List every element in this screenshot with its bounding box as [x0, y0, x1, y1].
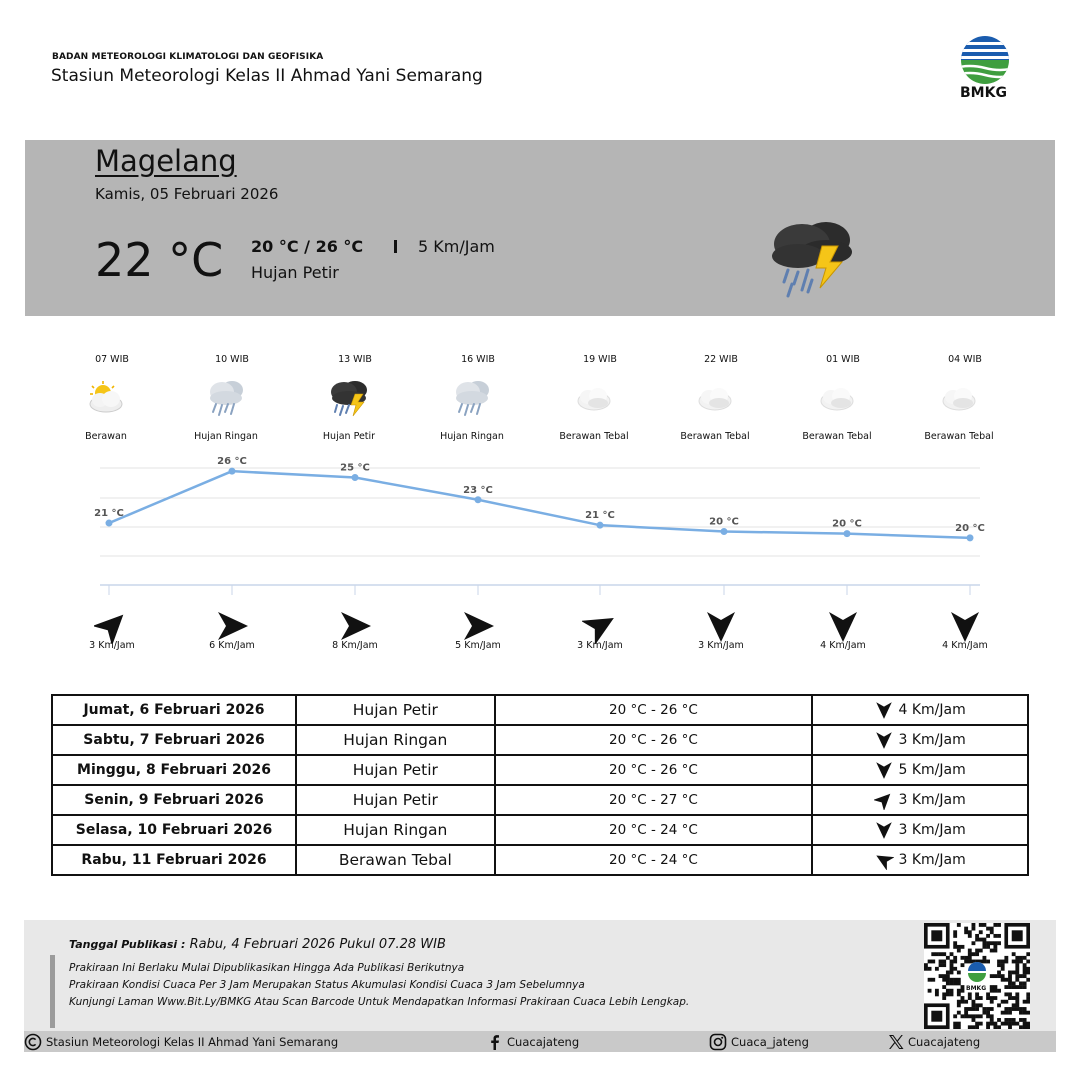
hour-label: 19 WIB [583, 354, 617, 365]
forecast-temperature: 20 °C - 26 °C [495, 725, 813, 755]
facebook-handle[interactable]: Cuacajateng [507, 1035, 580, 1049]
wind-direction-icon [874, 760, 894, 780]
wind-direction-icon [874, 730, 894, 750]
hour-wind-speed: 5 Km/Jam [455, 640, 501, 651]
hour-wind-speed: 3 Km/Jam [698, 640, 744, 651]
temperature-chart [0, 450, 1080, 600]
hour-condition: Berawan Tebal [802, 431, 872, 442]
forecast-temperature: 20 °C - 24 °C [495, 815, 813, 845]
forecast-day: Senin, 9 Februari 2026 [52, 785, 296, 815]
temperature-point [475, 496, 482, 503]
forecast-wind [812, 785, 1028, 815]
forecast-condition: Hujan Petir [296, 755, 495, 785]
temperature-label: 23 °C [463, 484, 493, 496]
forecast-wind-speed: 3 Km/Jam [898, 792, 966, 808]
hour-label: 01 WIB [826, 354, 860, 365]
daily-forecast-table [51, 694, 1029, 876]
temperature-label: 20 °C [955, 522, 985, 534]
temperature-point [597, 522, 604, 529]
facebook-icon[interactable] [486, 1033, 504, 1051]
overcast-icon [815, 378, 859, 418]
partly-cloudy-icon [84, 378, 128, 418]
temperature-point [844, 530, 851, 537]
current-condition: Hujan Petir [251, 263, 339, 282]
agency-name: BADAN METEOROLOGI KLIMATOLOGI DAN GEOFISIKA [52, 52, 324, 62]
divider [394, 240, 397, 253]
wind-direction-icon [874, 700, 894, 720]
wind-direction-icon [582, 608, 618, 644]
wind-direction-icon [874, 820, 894, 840]
forecast-wind-speed: 3 Km/Jam [898, 822, 966, 838]
temperature-label: 21 °C [585, 510, 615, 522]
forecast-condition: Berawan Tebal [296, 845, 495, 875]
forecast-row [52, 725, 1028, 755]
forecast-day: Minggu, 8 Februari 2026 [52, 755, 296, 785]
temperature-label: 20 °C [709, 516, 739, 528]
hour-wind-speed: 8 Km/Jam [332, 640, 378, 651]
footer-note: Prakiraan Kondisi Cuaca Per 3 Jam Merupakan Status Akumulasi Kondisi Cuaca 3 Jam Sebelumnya [69, 979, 585, 991]
qr-code[interactable] [924, 923, 1030, 1029]
forecast-wind [812, 815, 1028, 845]
instagram-handle[interactable]: Cuaca_jateng [731, 1035, 809, 1049]
current-date: Kamis, 05 Februari 2026 [95, 185, 279, 203]
overcast-icon [693, 378, 737, 418]
hour-condition: Hujan Petir [322, 431, 376, 442]
forecast-condition: Hujan Ringan [296, 725, 495, 755]
forecast-wind-speed: 3 Km/Jam [898, 852, 966, 868]
copyright-text: Stasiun Meteorologi Kelas II Ahmad Yani Semarang [46, 1035, 339, 1049]
hour-wind-speed: 3 Km/Jam [89, 640, 135, 651]
hour-condition: Hujan Ringan [440, 431, 504, 442]
forecast-wind [812, 755, 1028, 785]
hour-condition: Berawan Tebal [924, 431, 994, 442]
current-wind: 5 Km/Jam [418, 237, 495, 256]
hour-label: 07 WIB [95, 354, 129, 365]
temperature-point [229, 468, 236, 475]
forecast-temperature: 20 °C - 26 °C [495, 695, 813, 725]
temperature-point [967, 534, 974, 541]
instagram-icon[interactable] [709, 1033, 727, 1051]
forecast-row [52, 845, 1028, 875]
forecast-temperature: 20 °C - 26 °C [495, 755, 813, 785]
temperature-point [352, 474, 359, 481]
forecast-condition: Hujan Ringan [296, 815, 495, 845]
thunderstorm-icon [768, 218, 858, 302]
hour-label: 22 WIB [704, 354, 738, 365]
hour-wind-speed: 3 Km/Jam [577, 640, 623, 651]
hour-label: 16 WIB [461, 354, 495, 365]
forecast-wind-speed: 3 Km/Jam [898, 732, 966, 748]
forecast-row [52, 815, 1028, 845]
footer-note: Prakiraan Ini Berlaku Mulai Dipublikasikan Hingga Ada Publikasi Berikutnya [69, 962, 465, 974]
hour-label: 13 WIB [338, 354, 372, 365]
wind-direction-icon [874, 850, 894, 870]
wind-direction-icon [337, 608, 373, 644]
wind-direction-icon [947, 608, 983, 644]
temperature-range: 20 °C / 26 °C [251, 237, 364, 256]
hour-label: 10 WIB [215, 354, 249, 365]
wind-direction-icon [460, 608, 496, 644]
forecast-wind-speed: 5 Km/Jam [898, 762, 966, 778]
temperature-label: 21 °C [94, 508, 124, 520]
qr-logo-text: BMKG [966, 985, 987, 992]
overcast-icon [572, 378, 616, 418]
temperature-label: 26 °C [217, 456, 247, 468]
light-rain-icon [450, 378, 494, 418]
wind-direction-icon [94, 608, 130, 644]
forecast-wind [812, 725, 1028, 755]
hour-condition: Hujan Ringan [194, 431, 258, 442]
hour-condition: Berawan [85, 431, 127, 442]
hour-label: 04 WIB [948, 354, 982, 365]
current-temperature: 22 °C [95, 233, 224, 287]
temperature-label: 20 °C [832, 518, 862, 530]
light-rain-icon [204, 378, 248, 418]
forecast-day: Rabu, 11 Februari 2026 [52, 845, 296, 875]
city-name: Magelang [95, 144, 237, 178]
wind-direction-icon [874, 790, 894, 810]
forecast-temperature: 20 °C - 24 °C [495, 845, 813, 875]
forecast-wind-speed: 4 Km/Jam [898, 702, 966, 718]
temperature-label: 25 °C [340, 462, 370, 474]
forecast-row [52, 755, 1028, 785]
forecast-row [52, 785, 1028, 815]
forecast-row [52, 695, 1028, 725]
x-icon[interactable] [887, 1033, 905, 1051]
publication-label: Tanggal Publikasi : [69, 938, 186, 951]
station-name: Stasiun Meteorologi Kelas II Ahmad Yani Semarang [51, 66, 483, 86]
overcast-icon [937, 378, 981, 418]
publication-info [69, 937, 446, 952]
hour-condition: Berawan Tebal [680, 431, 750, 442]
forecast-wind [812, 695, 1028, 725]
footer-accent-bar [50, 955, 55, 1028]
publication-date: Rabu, 4 Februari 2026 Pukul 07.28 WIB [189, 937, 446, 952]
copyright-icon [24, 1033, 42, 1051]
forecast-day: Sabtu, 7 Februari 2026 [52, 725, 296, 755]
hour-wind-speed: 4 Km/Jam [820, 640, 866, 651]
forecast-temperature: 20 °C - 27 °C [495, 785, 813, 815]
forecast-condition: Hujan Petir [296, 695, 495, 725]
logo-text: BMKG [960, 85, 1007, 101]
hour-condition: Berawan Tebal [559, 431, 629, 442]
x-handle[interactable]: Cuacajateng [908, 1035, 981, 1049]
hour-wind-speed: 6 Km/Jam [209, 640, 255, 651]
wind-direction-icon [214, 608, 250, 644]
forecast-day: Jumat, 6 Februari 2026 [52, 695, 296, 725]
hour-wind-speed: 4 Km/Jam [942, 640, 988, 651]
footer-note: Kunjungi Laman Www.Bit.Ly/BMKG Atau Scan Barcode Untuk Mendapatkan Informasi Prakiraan Cuaca Lebih Lengkap. [69, 996, 690, 1008]
forecast-condition: Hujan Petir [296, 785, 495, 815]
forecast-day: Selasa, 10 Februari 2026 [52, 815, 296, 845]
temperature-point [106, 520, 113, 527]
forecast-wind [812, 845, 1028, 875]
thunderstorm-icon [327, 378, 371, 418]
wind-direction-icon [825, 608, 861, 644]
temperature-point [721, 528, 728, 535]
wind-direction-icon [703, 608, 739, 644]
